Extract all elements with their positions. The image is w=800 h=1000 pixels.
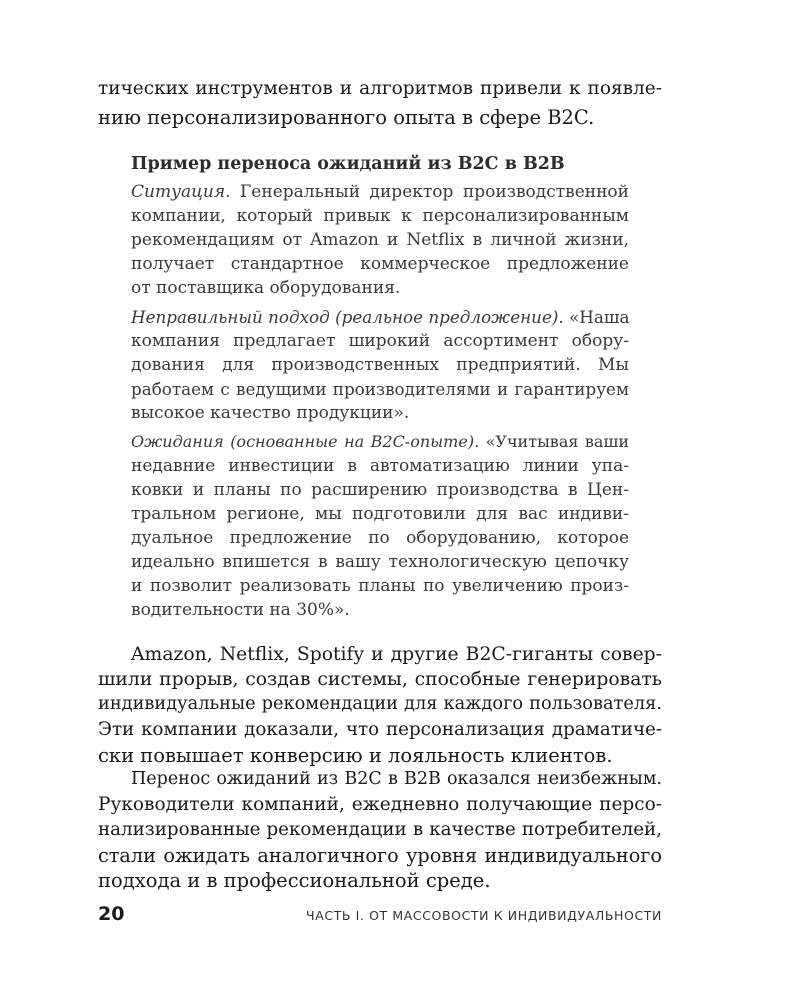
example-line: дуальное предложение по оборудованию, которое — [131, 528, 629, 548]
example-line: компания предлагает широкий ассортимент обору- — [131, 331, 629, 351]
body-line: подхода и в профессиональной среде. — [98, 869, 491, 892]
expectations-label: Ожидания (основанные на B2C-опыте). — [131, 432, 480, 451]
body-line: тических инструментов и алгоритмов привели к появле- — [98, 78, 662, 99]
example-line: высокое качество продукции». — [131, 403, 410, 423]
example-line: идеально впишется в вашу технологическую цепочку — [131, 552, 629, 572]
page-number: 20 — [98, 903, 125, 925]
example-line: получает стандартное коммерческое предложение — [131, 254, 629, 274]
example-line: работаем с ведущими производителями и гарантируем — [131, 379, 629, 399]
body-line: Руководители компаний, ежедневно получающие персо- — [98, 794, 662, 815]
example-line: дования для производственных предприятий. Мы — [131, 355, 629, 375]
example-title: Пример переноса ожиданий из B2C в B2B — [131, 154, 565, 174]
body-line: ски повышает конверсию и лояльность клиентов. — [98, 744, 613, 767]
body-line: стали ожидать аналогичного уровня индивидуального — [98, 844, 662, 867]
body-line: нию персонализированного опыта в сфере B2C. — [98, 106, 595, 129]
wrong-approach-text: «Наша — [569, 307, 630, 327]
body-line: нализированные рекомендации в качестве потребителей, — [98, 819, 662, 840]
body-line: Эти компании доказали, что персонализация драматиче- — [98, 719, 662, 740]
body-line: Amazon, Netflix, Spotify и другие B2C-гиганты совер- — [131, 644, 662, 665]
body-line: Перенос ожиданий из B2C в B2B оказался неизбежным. — [131, 769, 662, 789]
example-line: от поставщика оборудования. — [131, 278, 401, 298]
example-line: водительности на 30%». — [131, 600, 350, 620]
expectations-text: «Учитывая ваши — [485, 432, 629, 451]
example-line: тральном регионе, мы подготовили для вас индиви- — [131, 504, 629, 524]
situation-label: Ситуация. — [131, 182, 231, 202]
example-line — [131, 432, 629, 451]
example-line: компании, который привык к персонализированным — [131, 206, 629, 226]
example-line: рекомендациям от Amazon и Netflix в личной жизни, — [131, 230, 629, 250]
wrong-approach-label: Неправильный подход (реальное предложение). — [131, 307, 564, 327]
example-line — [131, 182, 629, 202]
situation-text: Генеральный директор производственной — [240, 182, 629, 202]
example-line: недавние инвестиции в автоматизацию линии упа- — [131, 456, 629, 476]
example-line: и позволит реализовать планы по увеличению произ- — [131, 576, 629, 596]
running-head: ЧАСТЬ I. ОТ МАССОВОСТИ К ИНДИВИДУАЛЬНОСТИ — [306, 908, 662, 923]
body-line: шили прорыв, создав системы, способные генерировать — [98, 669, 662, 690]
body-line: индивидуальные рекомендации для каждого пользователя. — [98, 694, 662, 714]
example-line — [131, 307, 629, 327]
example-line: ковки и планы по расширению производства в Цен- — [131, 480, 629, 500]
